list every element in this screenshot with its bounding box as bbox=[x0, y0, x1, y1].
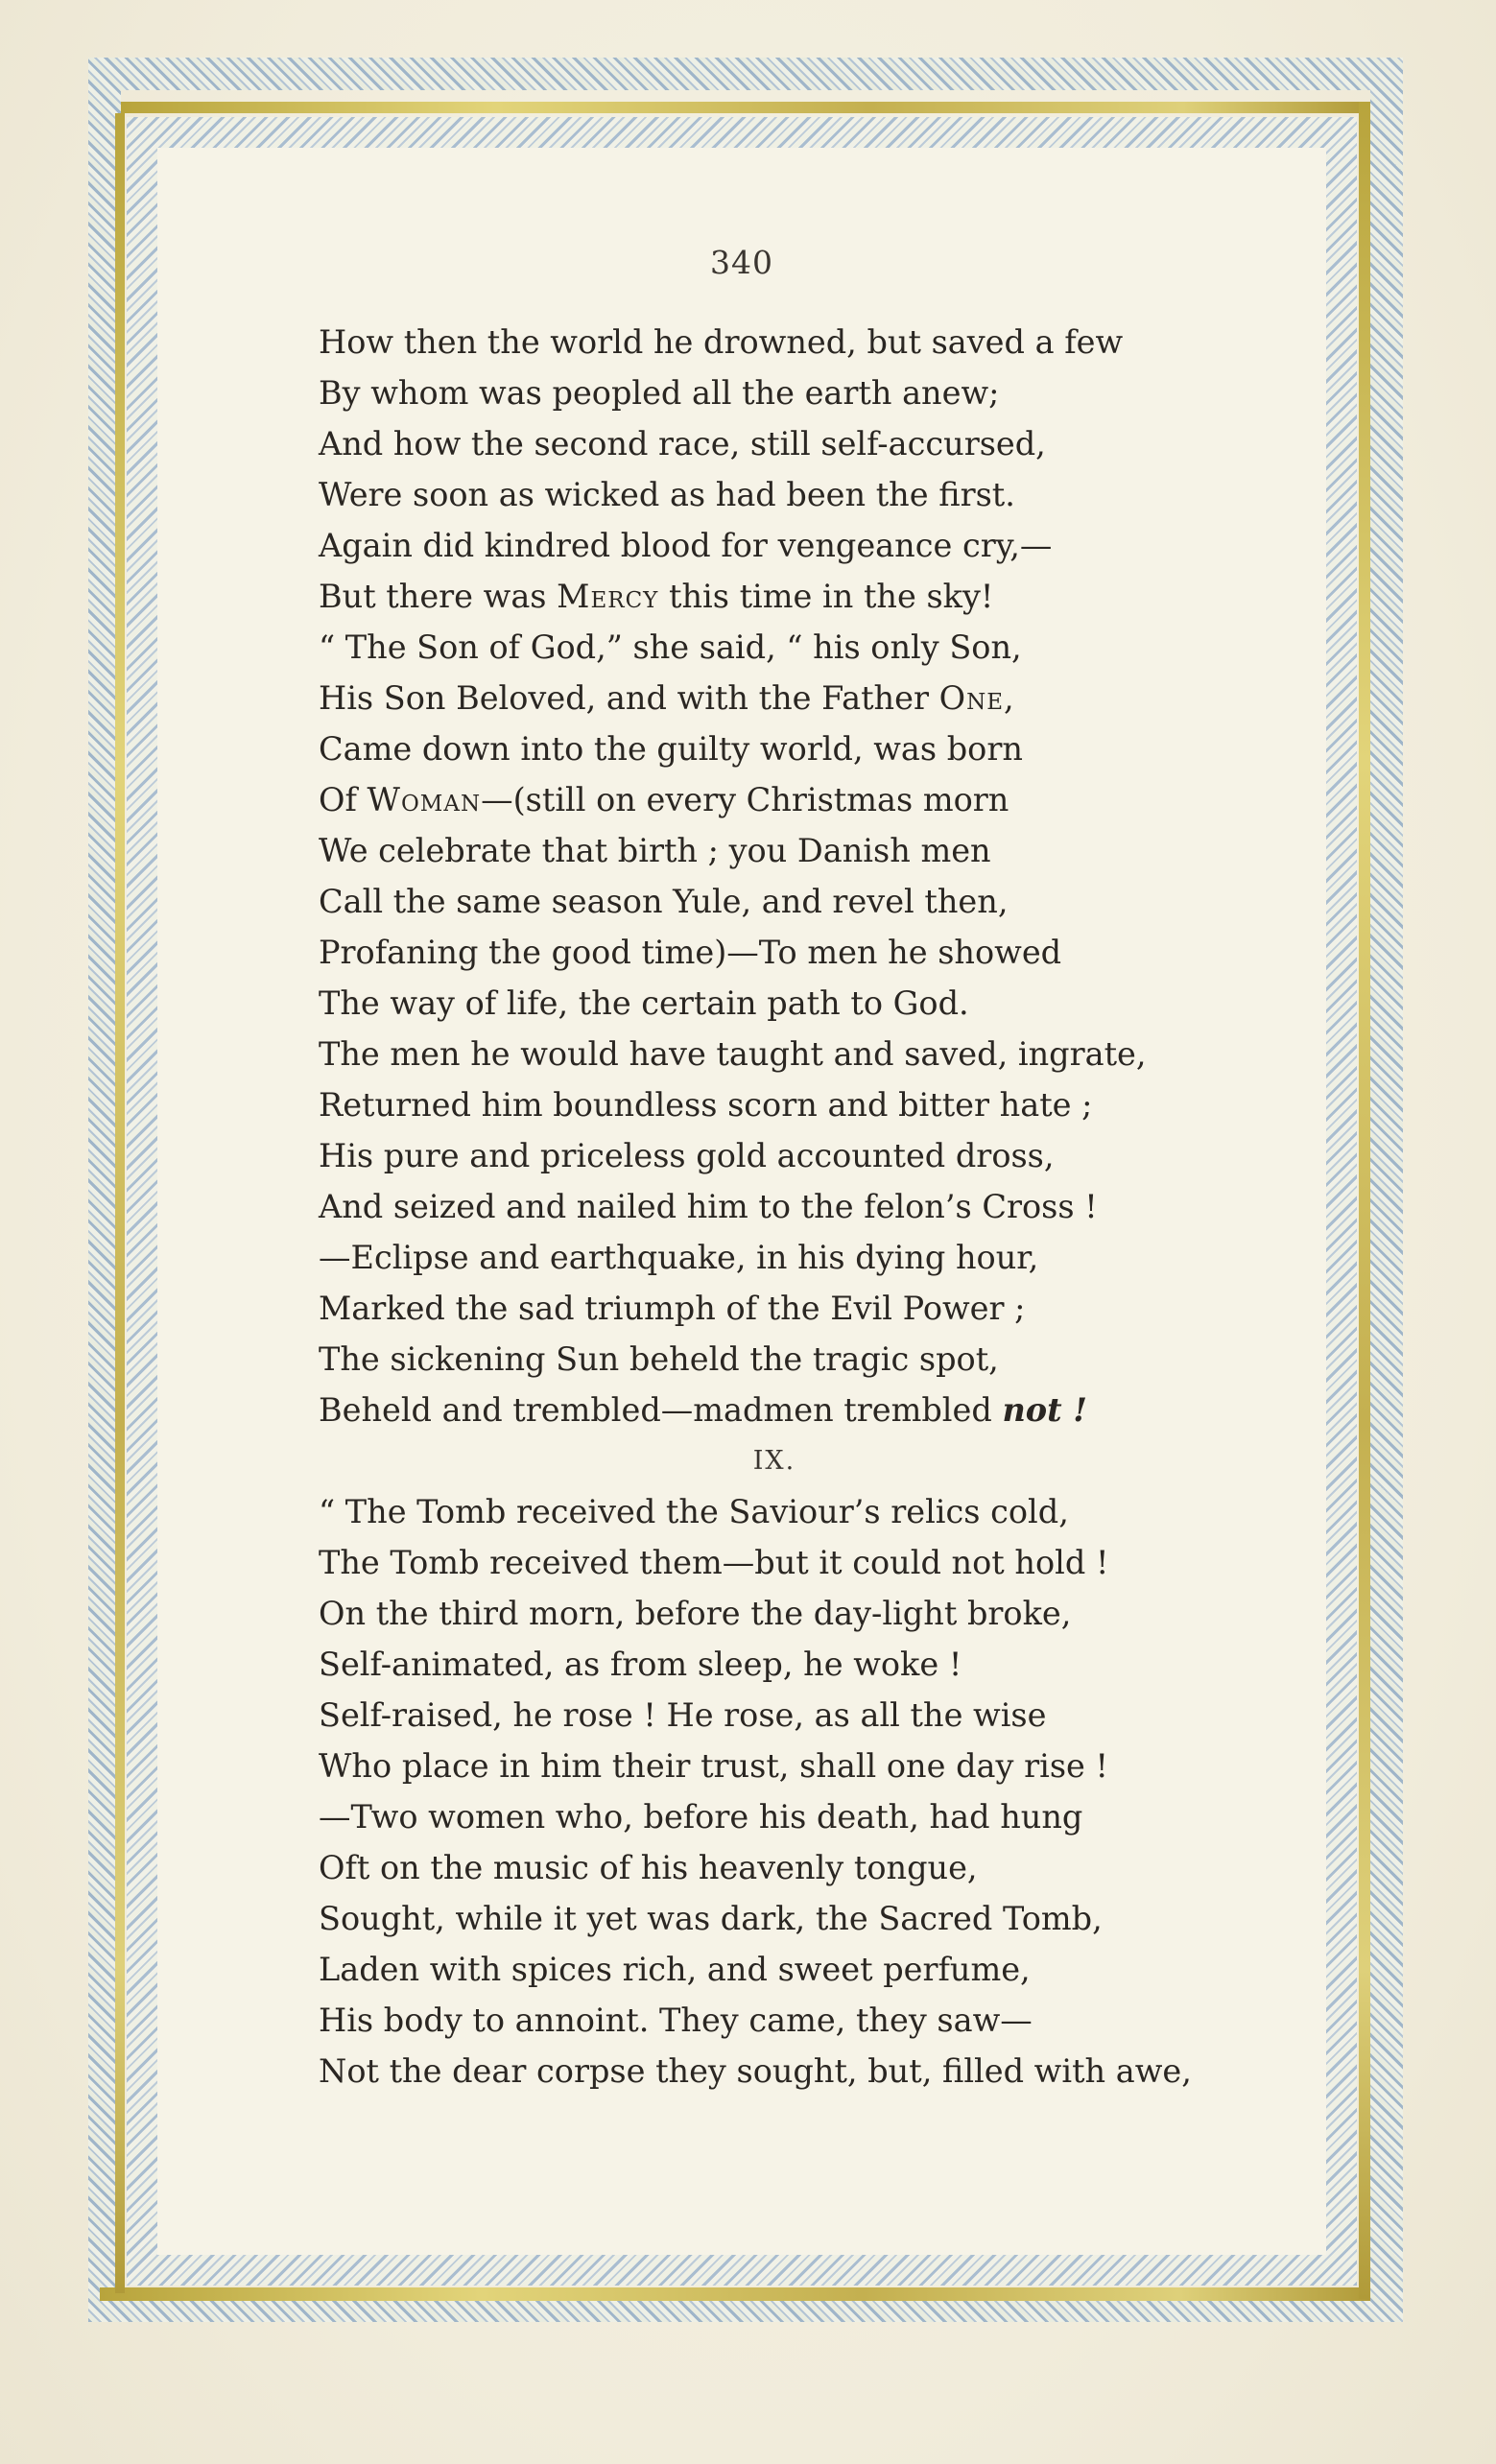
poem-line: Self-animated, as from sleep, he woke ! bbox=[319, 1646, 962, 1683]
poem-line: We celebrate that birth ; you Danish men bbox=[319, 832, 991, 869]
poem-line: “ The Tomb received the Saviour’s relics cold, bbox=[319, 1493, 1069, 1530]
poem-line bbox=[319, 774, 1288, 825]
poem-line bbox=[319, 571, 1288, 622]
poem-line: Not the dear corpse they sought, but, filled with awe, bbox=[319, 2052, 1192, 2090]
poem bbox=[319, 317, 1288, 2097]
gold-rule-bottom bbox=[100, 2287, 1370, 2301]
poem-line: Returned him boundless scorn and bitter hate ; bbox=[319, 1086, 1093, 1124]
stanza-number: IX. bbox=[752, 1446, 796, 1476]
gold-rule-right bbox=[1359, 102, 1370, 2299]
small-caps-word: One bbox=[938, 679, 1005, 717]
poem-line: Oft on the music of his heavenly tongue, bbox=[319, 1849, 978, 1886]
poem-line: Were soon as wicked as had been the first. bbox=[319, 476, 1015, 513]
poem-line bbox=[319, 673, 1288, 723]
poem-line: Again did kindred blood for vengeance cry,— bbox=[319, 527, 1053, 564]
italic-word: not ! bbox=[1002, 1391, 1087, 1429]
line-text: But there was bbox=[319, 578, 558, 615]
poem-line: How then the world he drowned, but saved a few bbox=[319, 323, 1124, 361]
poem-line: By whom was peopled all the earth anew; bbox=[319, 374, 1000, 412]
gold-rule-left bbox=[115, 113, 125, 2293]
line-text: His Son Beloved, and with the Father bbox=[319, 679, 939, 717]
poem-line: Came down into the guilty world, was born bbox=[319, 730, 1023, 768]
poem-line: Laden with spices rich, and sweet perfume, bbox=[319, 1951, 1031, 1988]
line-text: , bbox=[1004, 679, 1014, 717]
poem-line: Marked the sad triumph of the Evil Power ; bbox=[319, 1290, 1026, 1327]
line-text: this time in the sky! bbox=[658, 578, 994, 615]
line-text: Of bbox=[319, 781, 368, 818]
poem-line: And how the second race, still self-accursed, bbox=[319, 425, 1046, 462]
poem-line: The men he would have taught and saved, ingrate, bbox=[319, 1035, 1147, 1073]
small-caps-word: Woman bbox=[367, 781, 482, 818]
line-text: Beheld and trembled—madmen trembled bbox=[319, 1391, 1003, 1429]
poem-line: And seized and nailed him to the felon’s Cross ! bbox=[319, 1188, 1098, 1225]
poem-line: Profaning the good time)—To men he showed bbox=[319, 934, 1062, 971]
poem-line: The Tomb received them—but it could not hold ! bbox=[319, 1544, 1109, 1581]
page-number: 340 bbox=[710, 244, 773, 281]
poem-line: The way of life, the certain path to God. bbox=[319, 984, 969, 1022]
poem-line: His pure and priceless gold accounted dross, bbox=[319, 1137, 1055, 1174]
poem-line: —Two women who, before his death, had hung bbox=[319, 1798, 1083, 1836]
poem-line: The sickening Sun beheld the tragic spot, bbox=[319, 1340, 999, 1378]
poem-line: On the third morn, before the day-light broke, bbox=[319, 1595, 1072, 1632]
poem-line: “ The Son of God,” she said, “ his only Son, bbox=[319, 628, 1022, 666]
poem-line: Call the same season Yule, and revel then, bbox=[319, 883, 1009, 920]
small-caps-word: Mercy bbox=[557, 578, 659, 615]
poem-line: Sought, while it yet was dark, the Sacred Tomb, bbox=[319, 1900, 1103, 1937]
poem-line bbox=[319, 1385, 1288, 1435]
text-panel bbox=[157, 148, 1326, 2255]
poem-line: His body to annoint. They came, they saw— bbox=[319, 2002, 1033, 2039]
line-text: —(still on every Christmas morn bbox=[481, 781, 1009, 818]
poem-line: —Eclipse and earthquake, in his dying hour, bbox=[319, 1239, 1039, 1276]
poem-line: Self-raised, he rose ! He rose, as all the wise bbox=[319, 1696, 1047, 1734]
poem-line: Who place in him their trust, shall one day rise ! bbox=[319, 1747, 1108, 1785]
gold-rule-top bbox=[121, 102, 1370, 113]
